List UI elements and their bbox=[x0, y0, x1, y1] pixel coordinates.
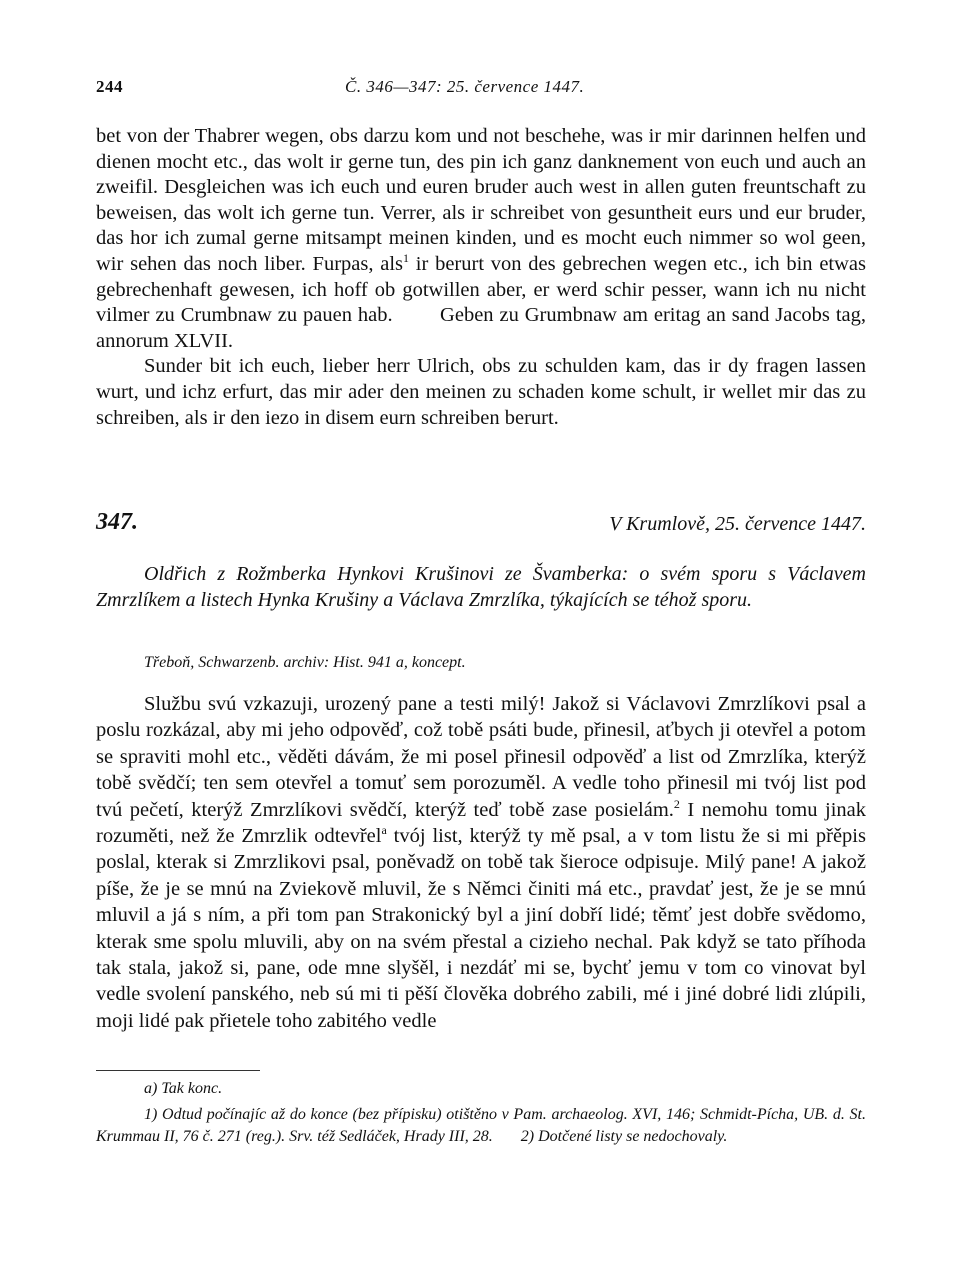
document-347-text bbox=[96, 691, 866, 1034]
text-run: bet von der Thabrer wegen, obs darzu kom und not beschehe, was ir mir darinnen helfen und dienen mocht etc., das wolt ir gerne tun, des pin ich ganz danknement von euch und auch an zweifil. Desgleichen was ich euch und euren bruder auch west in allen guten freuntschaft zu beweisen, das wolt ich gerne tun. Verrer, als ir schreibet von gesuntheit eurs und eur bruder, das hor ich zumal gerne mitsampt meinen kinden, und es mocht euch nimmer so wol geen, wir sehen das noch liber. Furpas, als bbox=[96, 125, 866, 275]
source-note: Třeboň, Schwarzenb. archiv: Hist. 941 a, koncept. bbox=[144, 654, 466, 671]
document-number: 347. bbox=[96, 509, 138, 535]
footnote-marker: a bbox=[381, 823, 387, 838]
footnote-marker: 1 bbox=[403, 251, 410, 266]
footnote-marker: 2 bbox=[673, 796, 680, 811]
text-run: Službu svú vzkazuji, urozený pane a testi milý! Jakož si Václavovi Zmrzlíkovi psal a poslu rozkázal, aby mi jeho odpověď, což tobě psáti bude, přinesil, aťbych ji otevřel a potom se spraviti mohl etc., věděti dávám, že mi posel přinesil odpověď a list od Zmrzlíka, kterýž tobě svědčí; ten sem otevřel a tomuť sem porozuměl. A vedle toho přinesil mi tvój list pod tvú pečetí, kterýž Zmrzlíkovi svědčí, kterýž teď tobě zase posielám. bbox=[96, 693, 866, 821]
paragraph bbox=[96, 124, 866, 354]
footnote-rule bbox=[96, 1070, 260, 1071]
document-346-ending bbox=[96, 124, 866, 431]
document-dateline: V Krumlově, 25. července 1447. bbox=[609, 513, 866, 535]
paragraph: Sunder bit ich euch, lieber herr Ulrich, obs zu schulden kam, das ir dy fragen lassen wurt, und ichz erfurt, das mir ader den meinen zu schaden kome schult, ir wellet mir das zu schreiben, als ir den iezo in disem eurn schreiben berurt. bbox=[96, 355, 866, 429]
footnote-textual: a) Tak konc. bbox=[144, 1080, 223, 1097]
text-run: tvój list, kterýž ty mě psal, a v tom listu že si mi přěpis poslal, kterak si Zmrzlikovi psal, poněvadž on tobě tak šieroce odpisuje. Milý pane! A jakož píše, že je se mnú na Zviekově mluvil, že s Němci činiti má etc., pravdať jest, že je se mnú mluvil a já s ním, a při tom pan Strakonický byl a jiní dobří lidé; těmť jest dobře svědomo, kterak sme spolu mluvili, aby on na svém přestal a cizieho nechal. Pak když se tato příhoda tak stala, jakož si, pane, ode mne slyšěl, i nezdáť mi se, bychť jemu v tom co vinovat byl vedle svolení panského, neb sú mi ti pěší člověka dobrého zabili, mé i jiné dobré lidi zlúpili, moji lidé pak přietele toho zabitého vedle bbox=[96, 825, 866, 1032]
paragraph bbox=[96, 691, 866, 1034]
footnote-block bbox=[96, 1104, 866, 1148]
regest: Oldřich z Rožmberka Hynkovi Krušinovi ze Švamberka: o svém sporu s Václavem Zmrzlíkem a listech Hynka Krušiny a Václava Zmrzlíka, týkajících se téhož sporu. bbox=[96, 563, 866, 611]
text-run: I nemohu tomu jinak rozuměti, než že Zmrzlik odtevřel bbox=[96, 798, 866, 848]
running-title: Č. 346—347: 25. července 1447. bbox=[345, 77, 585, 96]
page-number: 244 bbox=[96, 77, 123, 96]
footnote-2: 2) Dotčené listy se nedochovaly. bbox=[520, 1128, 728, 1145]
dating-clause: Geben zu Grumbnaw am eritag an sand Jacobs tag, annorum XLVII. bbox=[96, 304, 867, 352]
footnote-1: 1) Odtud počínajíc až do konce (bez přípisku) otištěno v Pam. archaeolog. XVI, 146; Schmidt-Pícha, UB. d. St. Krummau II, 76 č. 271 (reg.). Srv. též Sedláček, Hrady III, 28. bbox=[96, 1106, 866, 1145]
text-run: ir berurt von des gebrechen wegen etc., ich bin etwas gebrechenhaft gewesen, ich hoff ob gotwillen aber, er werd schir pesser, wann ich nu nicht vilmer zu Crumbnaw zu pauen hab. bbox=[96, 252, 866, 327]
